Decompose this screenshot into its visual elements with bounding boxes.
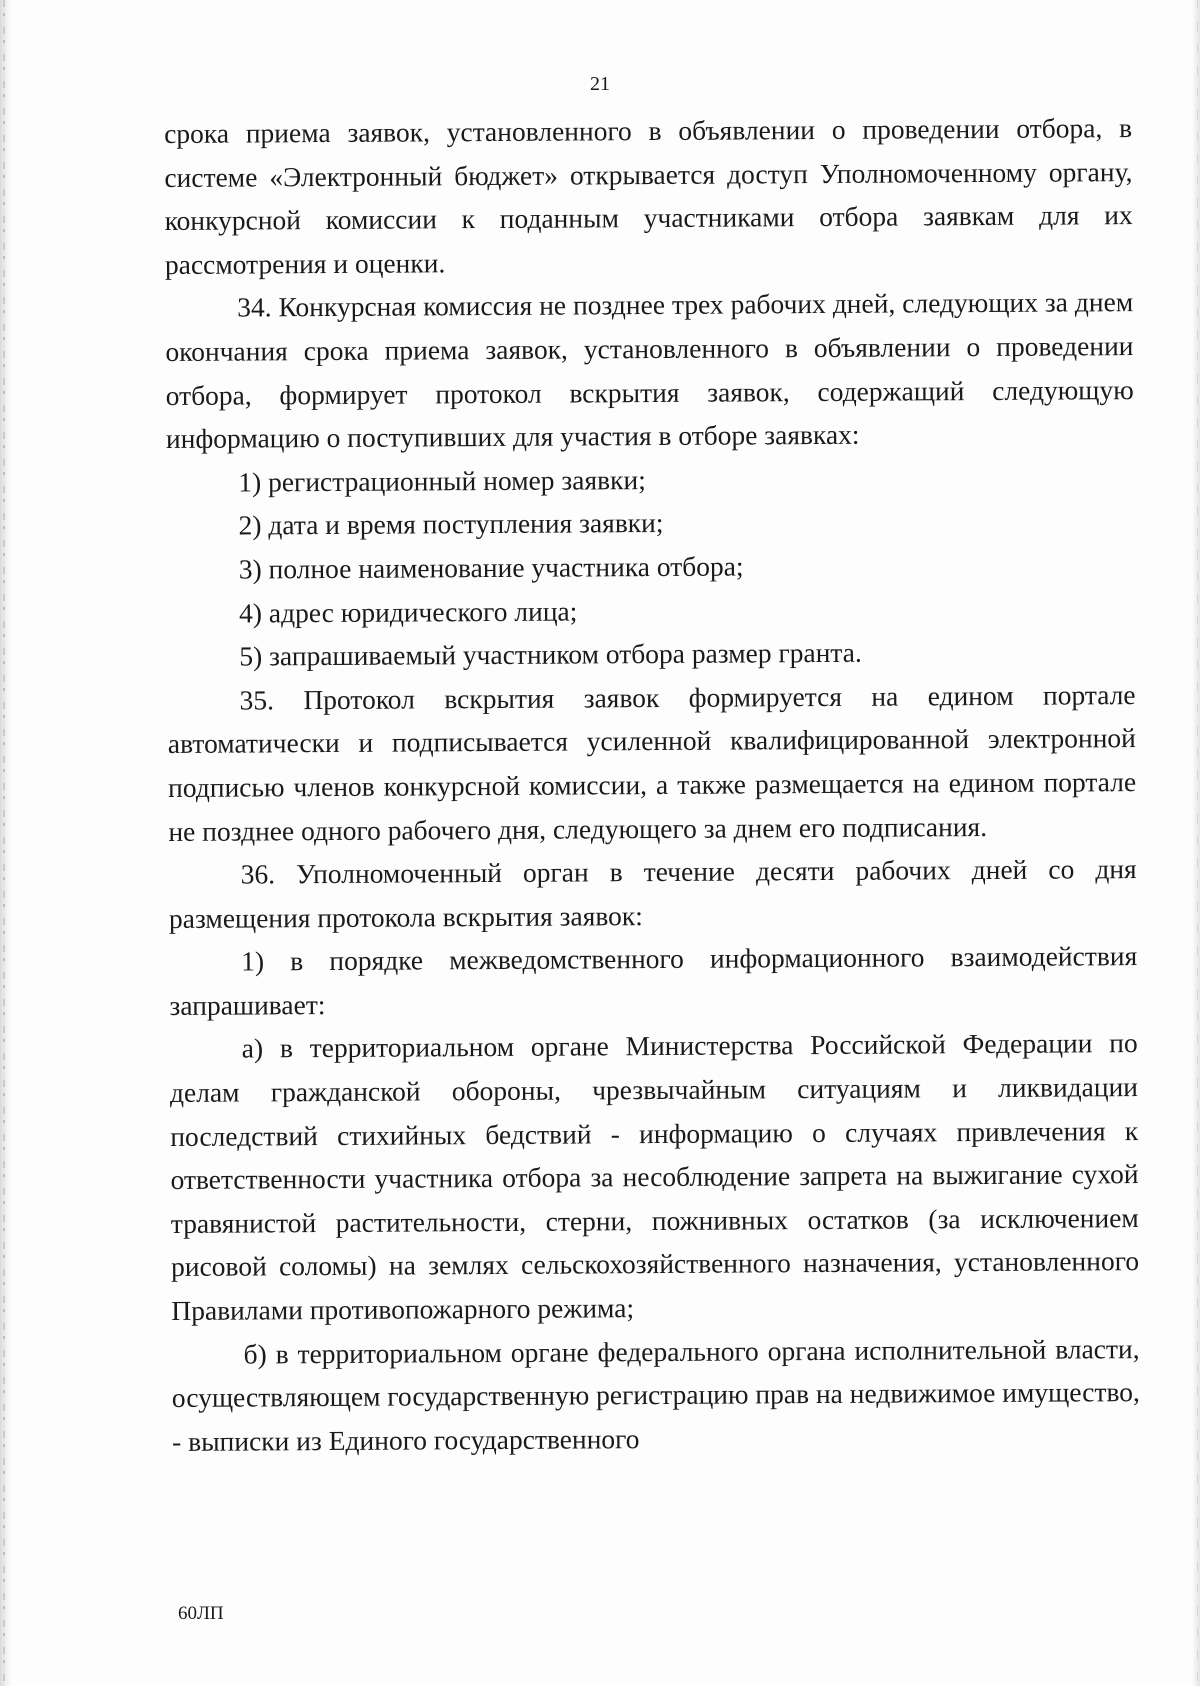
list-item-34-4: 4) адрес юридического лица; [238,595,578,629]
paragraph-continuation: срока приема заявок, установленного в объявлении о проведении отбора, в системе «Электронный бюджет» открывается доступ Уполномоченному органу, конкурсной комиссии к поданным участниками отбора заявкам для их рассмотрения и оценки. [164,112,1133,280]
list-item-34-3: 3) полное наименование участника отбора; [238,550,744,585]
paragraph-36-1: 1) в порядке межведомственного информационного взаимодействия запрашивает: [169,940,1138,1021]
paragraph-36: 36. Уполномоченный орган в течение десяти рабочих дней со дня размещения протокола вскрытия заявок: [168,853,1137,934]
paragraph-36-1-b: б) в территориальном органе федерального органа исполнительной власти, осуществляющем государственную регистрацию прав на недвижимое имущество, - выписки из Единого государственного [171,1332,1140,1457]
list-item-34-5: 5) запрашиваемый участником отбора размер гранта. [239,636,862,672]
scan-edge-right [1192,0,1200,1686]
footer-document-code: 60ЛП [178,1603,224,1624]
paragraph-34: 34. Конкурсная комиссия не позднее трех рабочих дней, следующих за днем окончания срока приема заявок, установленного в объявлении о проведении отбора, формирует протокол вскрытия заявок, содержащий следующую информацию о поступивших для участия в отборе заявках: [165,286,1134,455]
paragraph-35: 35. Протокол вскрытия заявок формируется на едином портале автоматически и подписывается усиленной квалифицированной электронной подписью членов конкурсной комиссии, а также размещается на едином портале не позднее одного рабочего дня, следующего за днем его подписания. [167,678,1137,847]
scan-edge-left [0,0,12,1686]
page-number: 21 [590,73,610,95]
document-body [164,106,1140,1463]
list-item-34-1: 1) регистрационный номер заявки; [238,463,646,498]
list-item-34-2: 2) дата и время поступления заявки; [238,507,664,541]
paragraph-36-1-a: а) в территориальном органе Министерства Российской Федерации по делам гражданской обороны, чрезвычайным ситуациям и ликвидации последствий стихийных бедствий - информацию о случаях привлечения к ответственности участника отбора за несоблюдение запрета на выжигание сухой травянистой растительности, стерни, пожнивных остатков (за исключением рисовой соломы) на землях сельскохозяйственного назначения, установленного Правилами противопожарного режима; [169,1027,1140,1327]
